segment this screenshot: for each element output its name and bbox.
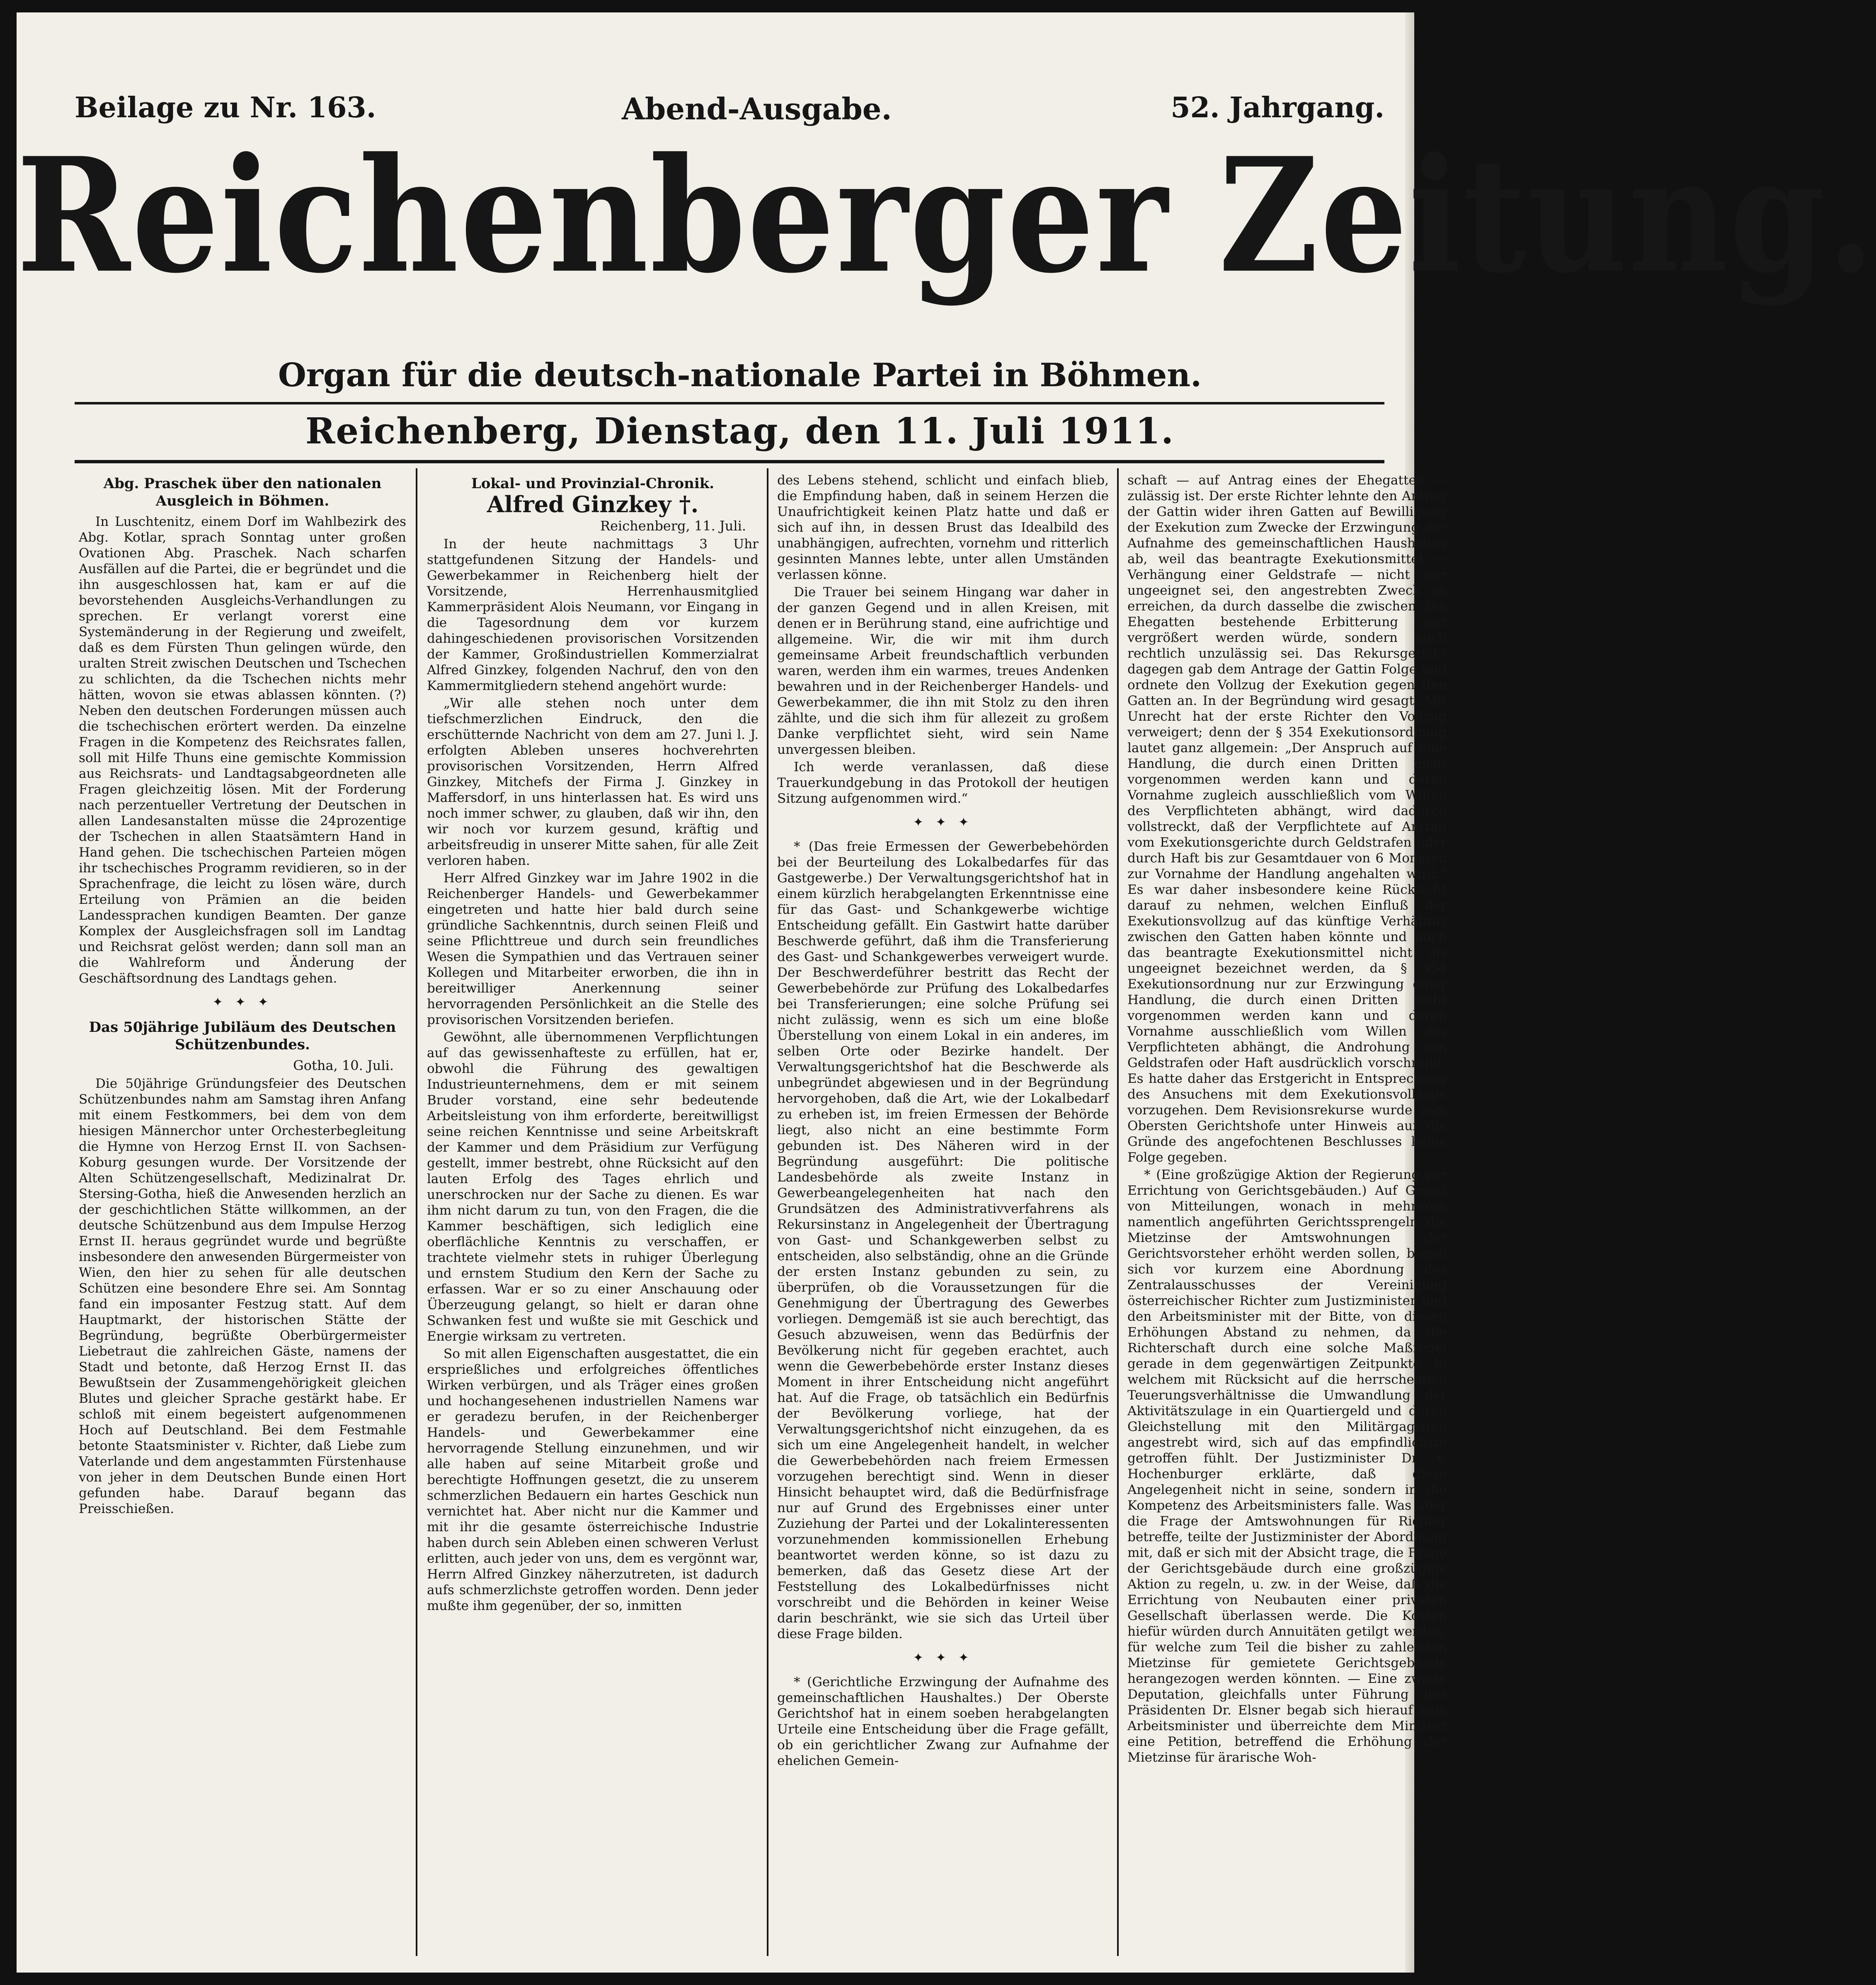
masthead-rule-bottom bbox=[75, 460, 1384, 463]
column-2 bbox=[427, 472, 759, 1956]
separator-ornament: ✦ ✦ ✦ bbox=[913, 1651, 973, 1665]
article-paragraph: Herr Alfred Ginzkey war im Jahre 1902 in die Reichenberger Handels- und Gewerbekammer eingetreten und hatte hier bald durch seine gründliche Sachkenntnis, durch seinen Fleiß und seine Pflichttreue und durch sein freundliches Wesen die Sympathien und das Vertrauen seiner Kollegen und Mitarbeiter erworben, die ihn in bereitwilliger Anerkennung seiner hervorragenden Persönlichkeit an die Stelle des provisorischen Vorsitzenden beriefen. bbox=[427, 871, 759, 1027]
newspaper-page bbox=[17, 12, 1876, 1973]
column-divider bbox=[767, 468, 768, 1956]
article-headline: Abg. Praschek über den nationalen Ausgleich in Böhmen. bbox=[103, 475, 382, 509]
column-divider bbox=[416, 468, 417, 1956]
article-paragraph: Die Trauer bei seinem Hingang war daher in der ganzen Gegend und in allen Kreisen, mit denen er in Berührung stand, eine aufrichtige und allgemeine. Wir, die wir mit ihm durch gemeinsame Arbeit freundschaftlich verbunden waren, werden ihm ein warmes, treues Andenken bewahren und in der Reichenberger Handels- und Gewerbekammer, die ihn mit Stolz zu den ihren zählte, und die sich ihm für allezeit zu großem Danke verpflichtet sieht, wird sein Name unvergessen bleiben. bbox=[777, 585, 1109, 757]
volume-year: 52. Jahrgang. bbox=[1171, 91, 1384, 124]
article-paragraph: Gewöhnt, alle übernommenen Verpflichtungen auf das gewissenhafteste zu erfüllen, hat er, obwohl die Führung des gewaltigen Industrieunternehmens, dem er mit seinem Bruder vorstand, eine sehr bedeutende Arbeitsleistung von ihm erforderte, bereitwilligst seine reichen Kenntnisse und seine Arbeitskraft der Kammer und dem Präsidium zur Verfügung gestellt, immer bestrebt, ohne Rücksicht auf den lauten Erfolg des Tages ehrlich und unerschrocken nur der Sache zu dienen. Es war ihm nicht darum zu tun, von den Fragen, die die Kammer beschäftigen, sich lediglich eine oberflächliche Kenntnis zu verschaffen, er trachtete vielmehr stets in ruhiger Überlegung und ernstem Studium den Kern der Sache zu erfassen. War er so zu einer Anschauung oder Überzeugung gelangt, so hielt er daran ohne Schwanken fest und wußte sie mit Geschick und Energie wirksam zu vertreten. bbox=[427, 1030, 759, 1344]
article-place-date: Reichenberg, 11. Juli. bbox=[600, 518, 746, 534]
dateline: Reichenberg, Dienstag, den 11. Juli 1911. bbox=[305, 410, 1175, 452]
column-1 bbox=[79, 472, 406, 1956]
article-paragraph: * (Eine großzügige Aktion der Regierung zur Errichtung von Gerichtsgebäuden.) Auf Grund von Mitteilungen, wonach in mehreren namentlich angeführten Gerichtssprengeln die Mietzinse der Amtswohnungen der Gerichtsvorsteher erhöht werden sollen, begab sich vor kurzem eine Abordnung des Zentralausschusses der Vereinigung österreichischer Richter zum Justizminister und den Arbeitsminister mit der Bitte, von diesen Erhöhungen Abstand zu nehmen, da die Richterschaft durch eine solche Maßregel gerade in dem gegenwärtigen Zeitpunkte, in welchem mit Rücksicht auf die herrschenden Teuerungsverhältnisse die Umwandlung der Aktivitätszulage in ein Quartiergeld und deren Gleichstellung mit den Militärgagisten angestrebt wird, sich auf das empfindlichste getroffen fühlt. Der Justizminister Dr. v. Hochenburger erklärte, daß diese Angelegenheit nicht in seine, sondern in die Kompetenz des Arbeitsministers falle. Was aber die Frage der Amtswohnungen für Richter betreffe, teilte der Justizminister der Abordnung mit, daß er sich mit der Absicht trage, die Frage der Gerichtsgebäude durch eine großzügige Aktion zu regeln, u. zw. in der Weise, daß die Errichtung von Neubauten einer privaten Gesellschaft überlassen werde. Die Kosten hiefür würden durch Annuitäten getilgt werden, für welche zum Teil die bisher zu zahlenden Mietzinse für gemietete Gerichtsgebäude herangezogen werden könnten. — Eine zweite Deputation, gleichfalls unter Führung des Präsidenten Dr. Elsner begab sich hierauf zum Arbeitsminister und überreichte dem Minister eine Petition, betreffend die Erhöhung der Mietzinse für ärarische Woh- bbox=[1127, 1167, 1447, 1765]
article-paragraph: * (Gerichtliche Erzwingung der Aufnahme des gemeinschaftlichen Haushaltes.) Der Oberste Gerichtshof hat in einem soeben herabgelangten Urteile eine Entscheidung über die Frage gefällt, ob ein gerichtlicher Zwang zur Aufnahme der ehelichen Gemein- bbox=[777, 1675, 1109, 1768]
article-paragraph: * (Das freie Ermessen der Gewerbebehörden bei der Beurteilung des Lokalbedarfes für das Gastgewerbe.) Der Verwaltungsgerichtshof hat in einem kürzlich herabgelangten Erkenntnisse eine für das Gast- und Schankgewerbe wichtige Entscheidung gefällt. Ein Gastwirt hatte darüber Beschwerde geführt, daß ihm die Transferierung des Gast- und Schankgewerbes verweigert wurde. Der Beschwerdeführer bestritt das Recht der Gewerbebehörde zur Prüfung des Lokalbedarfes bei Transferierungen; eine solche Prüfung sei nicht zulässig, wenn es sich um eine bloße Überstellung von einem Lokal in ein anderes, im selben Orte oder Bezirke handelt. Der Verwaltungsgerichtshof hat die Beschwerde als unbegründet abgewiesen und in der Begründung hervorgehoben, daß die Art, wie der Lokalbedarf zu erheben ist, im freien Ermessen der Behörde liegt, also nicht an eine bestimmte Form gebunden ist. Des Näheren wird in der Begründung ausgeführt: Die politische Landesbehörde als zweite Instanz in Gewerbeangelegenheiten hat nach den Grundsätzen des Administrativverfahrens als Rekursinstanz in Angelegenheit der Übertragung von Gast- und Schankgewerben selbst zu entscheiden, also selbständig, ohne an die Gründe der ersten Instanz gebunden zu sein, zu überprüfen, ob die Voraussetzungen für die Genehmigung der Übertragung des Gewerbes vorliegen. Demgemäß ist sie auch berechtigt, das Gesuch abzuweisen, wenn das Bedürfnis der Bevölkerung nicht für gegeben erachtet, auch wenn die Gewerbebehörde erster Instanz dieses Moment in ihrer Entscheidung nicht angeführt hat. Auf die Frage, ob tatsächlich ein Bedürfnis der Bevölkerung vorliege, hat der Verwaltungsgerichtshof nicht einzugehen, da es sich um eine Angelegenheit handelt, in welcher die Gewerbebehörden nach freiem Ermessen vorzugehen berechtigt sind. Wenn in dieser Hinsicht behauptet wird, daß die Bedürfnisfrage nur auf Grund des Ergebnisses einer unter Zuziehung der Partei und der Lokalinteressenten vorzunehmenden kommissionellen Erhebung beantwortet werden könne, so ist dazu zu bemerken, daß das Gesetz diese Art der Feststellung des Lokalbedürfnisses nicht vorschreibt und die Behörden in keiner Weise darin beschränkt, wie sie sich das Urteil über diese Frage bilden. bbox=[777, 839, 1109, 1641]
article-place-date: Gotha, 10. Juli. bbox=[293, 1058, 394, 1073]
article-paragraph: des Lebens stehend, schlicht und einfach blieb, die Empfindung haben, daß in seinem Herzen die Unaufrichtigkeit keinen Platz hatte und daß er sich auf ihn, in dessen Brust das Idealbild des unabhängigen, aufrechten, vornehm und ritterlich gesinnten Mannes lebte, unter allen Umständen verlassen könne. bbox=[777, 473, 1109, 582]
masthead-rule-top bbox=[75, 402, 1384, 404]
section-headline: Lokal- und Provinzial-Chronik. bbox=[471, 475, 715, 492]
separator-ornament: ✦ ✦ ✦ bbox=[913, 815, 973, 830]
separator-ornament: ✦ ✦ ✦ bbox=[212, 995, 273, 1009]
column-4 bbox=[1127, 472, 1447, 1956]
article-paragraph: Ich werde veranlassen, daß diese Trauerkundgebung in das Protokoll der heutigen Sitzung aufgenommen wird.“ bbox=[777, 760, 1109, 806]
article-paragraph: In der heute nachmittags 3 Uhr stattgefundenen Sitzung der Handels- und Gewerbekammer in Reichenberg hielt der Vorsitzende, Herrenhausmitglied Kammerpräsident Alois Neumann, vor Eingang in die Tagesordnung dem vor kurzem dahingeschiedenen provisorischen Vorsitzenden der Kammer, Großindustriellen Kommerzialrat Alfred Ginzkey, folgenden Nachruf, den von den Kammermitgliedern stehend angehört wurde: bbox=[427, 537, 759, 693]
newspaper-subtitle: Organ für die deutsch-nationale Partei in Böhmen. bbox=[278, 356, 1202, 394]
article-paragraph: Die 50jährige Gründungsfeier des Deutschen Schützenbundes nahm am Samstag ihren Anfang mit einem Festkommers, bei dem von dem hiesigen Männerchor unter Orchesterbegleitung die Hymne von Herzog Ernst II. von Sachsen-Koburg gesungen wurde. Der Vorsitzende der Alten Schützengesellschaft, Medizinalrat Dr. Stersing-Gotha, hieß die Anwesenden herzlich an der geschichtlichen Stätte willkommen, an der deutsche Schützenbund aus dem Impulse Herzog Ernst II. heraus gegründet wurde und begrüßte insbesondere den anwesenden Bürgermeister von Wien, den hier zu sehen für alle deutschen Schützen eine besondere Ehre sei. Am Sonntag fand ein imposanter Festzug statt. Auf dem Hauptmarkt, der historischen Stätte der Begründung, begrüßte Oberbürgermeister Liebetraut die zahlreichen Gäste, namens der Stadt und betonte, daß Herzog Ernst II. das Bewußtsein der Zusammengehörigkeit gleichen Blutes und gleicher Sprache gestärkt habe. Er schloß mit einem begeistert aufgenommenen Hoch auf Deutschland. Bei dem Festmahle betonte Staatsminister v. Richter, daß Liebe zum Vaterlande und dem angestammten Fürstenhause von jeher in dem Deutschen Bunde einen Hort gefunden habe. Darauf begann das Preisschießen. bbox=[79, 1076, 406, 1516]
article-headline: Das 50jährige Jubiläum des Deutschen Schützenbundes. bbox=[89, 1019, 396, 1053]
article-paragraph: „Wir alle stehen noch unter dem tiefschmerzlichen Eindruck, den die erschütternde Nachricht von dem am 27. Juni l. J. erfolgten Ableben unseres hochverehrten provisorischen Vorsitzenden, Herrn Alfred Ginzkey, Mitchefs der Firma J. Ginzkey in Maffersdorf, in uns hinterlassen hat. Es wird uns noch immer schwer, zu glauben, daß wir ihn, den wir noch vor kurzem gesund, kräftig und arbeitsfreudig in unserer Mitte sahen, für alle Zeit verloren haben. bbox=[427, 696, 759, 868]
edition-label: Abend-Ausgabe. bbox=[622, 91, 892, 126]
obituary-headline: Alfred Ginzkey †. bbox=[487, 491, 699, 518]
article-paragraph: So mit allen Eigenschaften ausgestattet, die ein ersprießliches und erfolgreiches öffentliches Wirken verbürgen, und als Träger eines großen und hochangesehenen industriellen Namens war er geradezu berufen, in der Reichenberger Handels- und Gewerbekammer eine hervorragende Stellung einzunehmen, und wir alle haben auf seine Mitarbeit große und berechtigte Hoffnungen gesetzt, die zu unserem schmerzlichen Bedauern ein hartes Geschick nun vernichtet hat. Aber nicht nur die Kammer und mit ihr die gesamte österreichische Industrie haben durch sein Ableben einen schweren Verlust erlitten, auch jeder von uns, dem es vergönnt war, Herrn Alfred Ginzkey näherzutreten, ist dadurch aufs schmerzlichste getroffen worden. Denn jeder mußte ihm gegenüber, der so, inmitten bbox=[427, 1346, 759, 1613]
column-divider bbox=[1117, 468, 1119, 1956]
issue-number: Beilage zu Nr. 163. bbox=[75, 91, 376, 124]
article-paragraph: schaft — auf Antrag eines der Ehegatten — zulässig ist. Der erste Richter lehnte den Antrag der Gattin wider ihren Gatten auf Bewilligung der Exekution zum Zwecke der Erzwingung der Aufnahme des gemeinschaftlichen Haushaltes ab, weil das beantragte Exekutionsmittel — Verhängung einer Geldstrafe — nicht nur ungeeignet sei, den angestrebten Zweck zu erreichen, da durch dasselbe die zwischen den Ehegatten bestehende Erbitterung nur vergrößert werden würde, sondern auch rechtlich unzulässig sei. Das Rekursgericht dagegen gab dem Antrage der Gattin Folge und ordnete den Vollzug der Exekution gegen den Gatten an. In der Begründung wird gesagt: Mit Unrecht hat der erste Richter den Vollzug verweigert; denn der § 354 Exekutionsordnung lautet ganz allgemein: „Der Anspruch auf eine Handlung, die durch einen Dritten nicht vorgenommen werden kann und deren Vornahme zugleich ausschließlich vom Willen des Verpflichteten abhängt, wird dadurch vollstreckt, daß der Verpflichtete auf Antrag vom Exekutionsgerichte durch Geldstrafen oder durch Haft bis zur Gesamtdauer von 6 Monaten zur Vornahme der Handlung angehalten wird.“ Es war daher insbesondere keine Rücksicht darauf zu nehmen, welchen Einfluß der Exekutionsvollzug auf das künftige Verhältnis zwischen den Gatten haben könnte und auch das beantragte Exekutionsmittel nicht als ungeeignet bezeichnet werden, da § 354 Exekutionsordnung nur zur Erzwingung einer Handlung, die durch einen Dritten nicht vorgenommen werden kann und deren Vornahme ausschließlich vom Willen des Verpflichteten abhängt, die Androhung von Geldstrafen oder Haft ausdrücklich vorschreibt. Es hatte daher das Erstgericht in Entsprechung des Ansuchens mit dem Exekutionsvollzuge vorzugehen. Dem Revisionsrekurse wurde vom Obersten Gerichtshofe unter Hinweis auf die Gründe des angefochtenen Beschlusses keine Folge gegeben. bbox=[1127, 473, 1447, 1165]
column-3 bbox=[777, 472, 1109, 1956]
newspaper-title: Reichenberger Zeitung. bbox=[17, 123, 1876, 308]
article-paragraph: In Luschtenitz, einem Dorf im Wahlbezirk des Abg. Kotlar, sprach Sonntag unter großen Ovationen Abg. Praschek. Nach scharfen Ausfällen auf die Partei, die er begründet und die ihn ausgeschlossen hat, kam er auf die bevorstehenden Ausgleichs-Verhandlungen zu sprechen. Er verlangt vorerst eine Systemänderung in der Regierung und zweifelt, daß es dem Fürsten Thun gelingen würde, den uralten Streit zwischen Deutschen und Tschechen zu schlichten, da die Tschechen nichts mehr hätten, wovon sie etwas ablassen könnten. (?) Neben den deutschen Forderungen müssen auch die tschechischen erörtert werden. Da einzelne Fragen in die Kompetenz des Reichsrates fallen, soll mit Hilfe Thuns eine gemischte Kommission aus Reichsrats- und Landtagsabgeordneten alle Fragen gleichzeitig lösen. Mit der Forderung nach perzentueller Vertretung der Deutschen in allen Landesanstalten müsse die 24prozentige der Tschechen in allen Staatsämtern Hand in Hand gehen. Die tschechischen Parteien mögen ihr tschechisches Programm revidieren, so in der Sprachenfrage, die leicht zu lösen wäre, durch Erteilung von Prämien an die beiden Landessprachen kundigen Beamten. Der ganze Komplex der Ausgleichsfragen soll im Landtag und Reichsrat gelöst werden; dann soll man an die Wahlreform und Änderung der Geschäftsordnung des Landtags gehen. bbox=[79, 514, 406, 986]
